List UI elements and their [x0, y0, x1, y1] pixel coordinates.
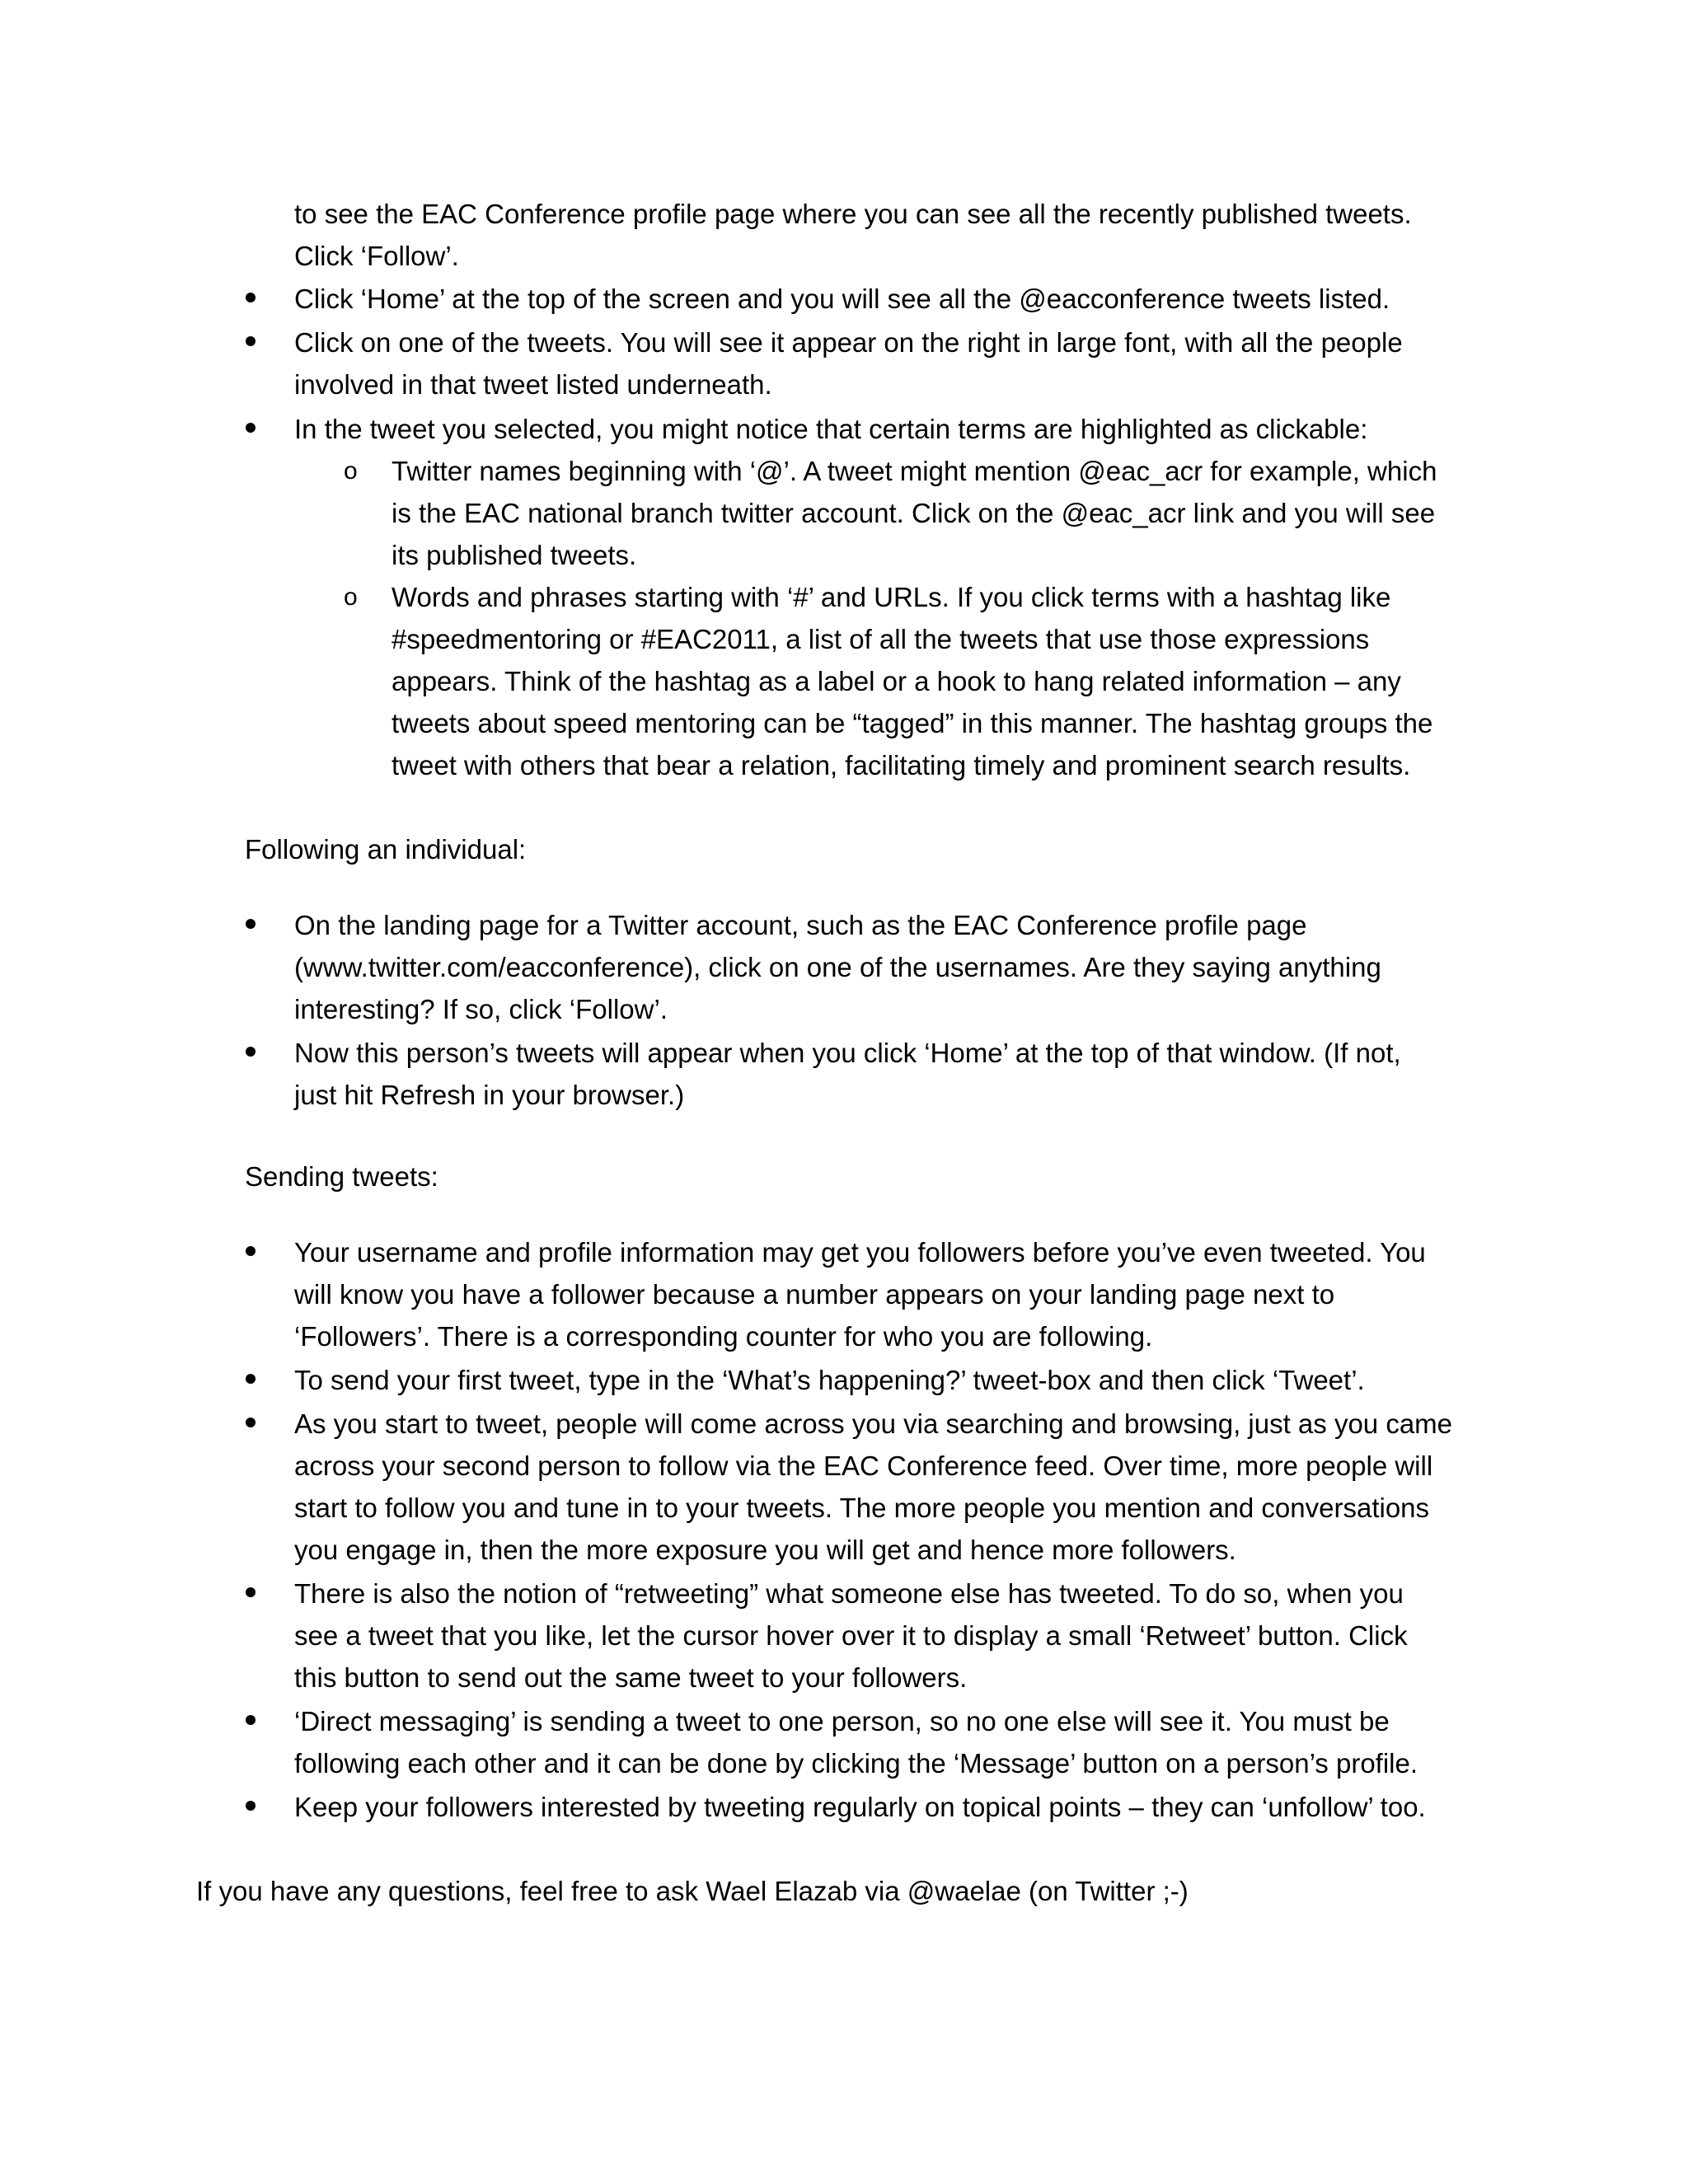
bullet-marker — [246, 336, 256, 346]
sub-bullet-words-line-3: appears. Think of the hashtag as a label or a hook to hang related information – any — [392, 666, 1401, 696]
sub-bullet-words-line-1: Words and phrases starting with ‘#’ and URLs. If you click terms with a hashtag like — [392, 582, 1391, 612]
bullet-start-line-3: start to follow you and tune in to your tweets. The more people you mention and conversations — [294, 1493, 1430, 1523]
sub-bullet-names-line-3: its published tweets. — [392, 540, 637, 570]
bullet-marker — [246, 293, 256, 302]
bullet-marker — [246, 1587, 256, 1597]
bullet-home-text: Click ‘Home’ at the top of the screen and you will see all the @eacconference tweets listed. — [294, 284, 1390, 314]
bullet-marker — [246, 1374, 256, 1384]
bullet-username-line-2: will know you have a follower because a number appears on your landing page next to — [294, 1279, 1335, 1310]
sub-bullet-marker: o — [344, 457, 358, 485]
sub-bullet-words-line-4: tweets about speed mentoring can be “tagged” in this manner. The hashtag groups the — [392, 708, 1433, 738]
bullet-landing-line-3: interesting? If so, click ‘Follow’. — [294, 994, 668, 1024]
bullet-marker — [246, 1801, 256, 1811]
bullet-now-line-1: Now this person’s tweets will appear when you click ‘Home’ at the top of that window. (If not, — [294, 1038, 1401, 1068]
bullet-selected-text: In the tweet you selected, you might notice that certain terms are highlighted as clickable: — [294, 414, 1368, 444]
bullet-marker — [246, 1418, 256, 1427]
intro-line-1: to see the EAC Conference profile page where you can see all the recently published tweets. — [294, 199, 1412, 229]
bullet-keep-text: Keep your followers interested by tweeting regularly on topical points – they can ‘unfollow’ too. — [294, 1792, 1426, 1822]
closing-line: If you have any questions, feel free to ask Wael Elazab via @waelae (on Twitter ;-) — [196, 1876, 1189, 1906]
intro-line-2: Click ‘Follow’. — [294, 241, 459, 271]
bullet-marker — [246, 1047, 256, 1057]
bullet-username-line-3: ‘Followers’. There is a corresponding counter for who you are following. — [294, 1321, 1153, 1352]
sub-bullet-marker: o — [344, 583, 358, 611]
section-heading-following: Following an individual: — [245, 834, 527, 865]
sub-bullet-words-line-2: #speedmentoring or #EAC2011, a list of all the tweets that use those expressions — [392, 624, 1370, 654]
bullet-marker — [246, 1715, 256, 1725]
bullet-retweet-line-1: There is also the notion of “retweeting” what someone else has tweeted. To do so, when you — [294, 1578, 1404, 1609]
bullet-click-tweet-line-1: Click on one of the tweets. You will see it appear on the right in large font, with all the people — [294, 327, 1403, 358]
bullet-now-line-2: just hit Refresh in your browser.) — [294, 1080, 685, 1110]
bullet-marker — [246, 423, 256, 433]
bullet-click-tweet-line-2: involved in that tweet listed underneath. — [294, 369, 772, 400]
bullet-landing-line-1: On the landing page for a Twitter account, such as the EAC Conference profile page — [294, 910, 1307, 940]
bullet-retweet-line-2: see a tweet that you like, let the cursor hover over it to display a small ‘Retweet’ button. Click — [294, 1620, 1408, 1651]
sub-bullet-words-line-5: tweet with others that bear a relation, facilitating timely and prominent search results. — [392, 750, 1411, 780]
bullet-retweet-line-3: this button to send out the same tweet to your followers. — [294, 1662, 968, 1693]
bullet-username-line-1: Your username and profile information may get you followers before you’ve even tweeted. You — [294, 1237, 1426, 1268]
bullet-start-line-2: across your second person to follow via the EAC Conference feed. Over time, more people will — [294, 1451, 1433, 1481]
bullet-first-tweet-text: To send your first tweet, type in the ‘What’s happening?’ tweet-box and then click ‘Tweet’. — [294, 1365, 1365, 1395]
bullet-marker — [246, 1246, 256, 1256]
sub-bullet-names-line-1: Twitter names beginning with ‘@’. A tweet might mention @eac_acr for example, which — [392, 456, 1437, 486]
bullet-start-line-1: As you start to tweet, people will come across you via searching and browsing, just as you came — [294, 1408, 1453, 1439]
sub-bullet-names-line-2: is the EAC national branch twitter account. Click on the @eac_acr link and you will see — [392, 498, 1436, 528]
bullet-start-line-4: you engage in, then the more exposure you will get and hence more followers. — [294, 1535, 1236, 1565]
bullet-direct-line-1: ‘Direct messaging’ is sending a tweet to one person, so no one else will see it. You must be — [294, 1706, 1390, 1736]
section-heading-sending: Sending tweets: — [245, 1161, 438, 1192]
bullet-landing-line-2: (www.twitter.com/eacconference), click on one of the usernames. Are they saying anything — [294, 952, 1381, 982]
bullet-marker — [246, 919, 256, 929]
bullet-direct-line-2: following each other and it can be done by clicking the ‘Message’ button on a person’s profile. — [294, 1748, 1418, 1779]
